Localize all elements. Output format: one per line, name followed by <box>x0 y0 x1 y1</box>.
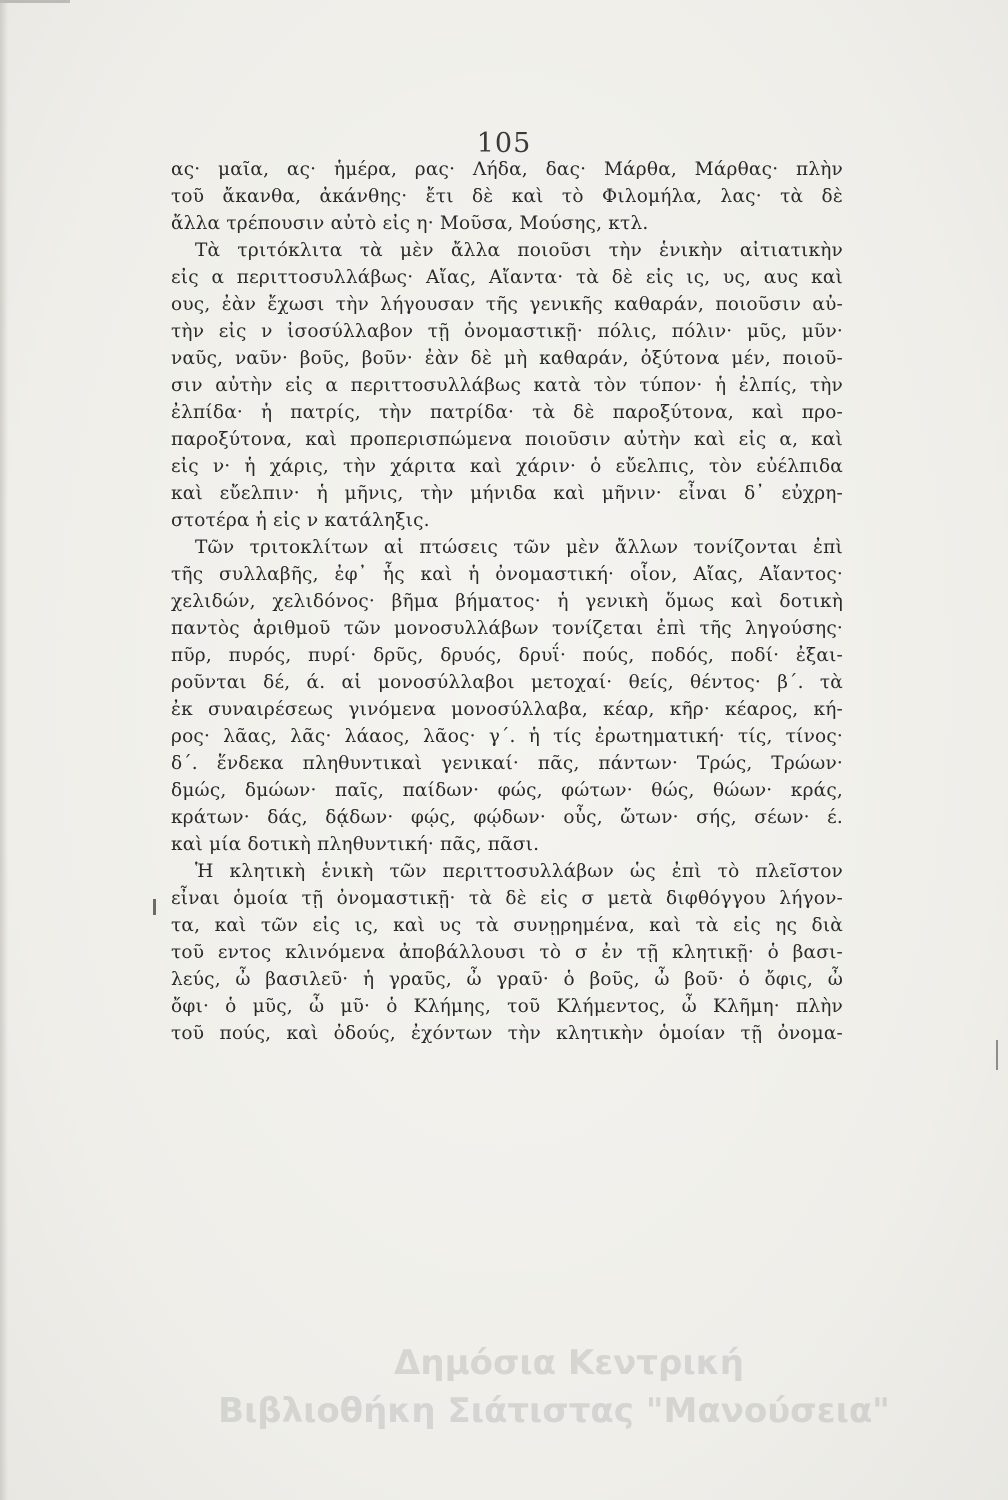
text-line: εἶναι ὁμοία τῇ ὀνομαστικῇ· τὰ δὲ εἰς σ μετὰ διφθόγγου λήγον- <box>171 888 843 909</box>
library-watermark-line-1: Δημόσια Κεντρική <box>394 1343 744 1383</box>
text-line: ας· μαῖα, ας· ἡμέρα, ρας· Λήδα, δας· Μάρθα, Μάρθας· πλὴν <box>171 159 843 180</box>
text-line: ναῦς, ναῦν· βοῦς, βοῦν· ἐὰν δὲ μὴ καθαράν, ὀξύτονα μέν, ποιοῦ- <box>171 348 843 369</box>
text-line: παροξύτονα, καὶ προπερισπώμενα ποιοῦσιν αὐτὴν καὶ εἰς α, καὶ <box>171 429 843 450</box>
margin-mark-right <box>996 1040 998 1070</box>
text-line: παντὸς ἀριθμοῦ τῶν μονοσυλλάβων τονίζεται ἐπὶ τῆς ληγούσης· <box>171 618 843 639</box>
page-top-edge-mark <box>0 0 70 3</box>
text-line: σιν αὐτὴν εἰς α περιττοσυλλάβως κατὰ τὸν τύπον· ἡ ἐλπίς, τὴν <box>171 375 843 396</box>
text-line: εἰς α περιττοσυλλάβως· Αἴας, Αἴαντα· τὰ δὲ εἰς ις, υς, αυς καὶ <box>171 267 843 288</box>
text-line: Τὰ τριτόκλιτα τὰ μὲν ἄλλα ποιοῦσι τὴν ἑνικὴν αἰτιατικὴν <box>195 240 843 261</box>
text-line: λεύς, ὦ βασιλεῦ· ἡ γραῦς, ὦ γραῦ· ὁ βοῦς, ὦ βοῦ· ὁ ὄφις, ὦ <box>171 969 843 990</box>
text-line: ους, ἐὰν ἔχωσι τὴν λήγουσαν τῆς γενικῆς καθαράν, ποιοῦσιν αὐ- <box>171 294 843 315</box>
text-line: ἐκ συναιρέσεως γινόμενα μονοσύλλαβα, κέαρ, κῆρ· κέαρος, κή- <box>171 699 843 720</box>
text-line: δμώς, δμώων· παῖς, παίδων· φώς, φώτων· θώς, θώων· κράς, <box>171 780 843 801</box>
text-line: τα, καὶ τῶν εἰς ις, καὶ υς τὰ συνῃρημένα, καὶ τὰ εἰς ης διὰ <box>171 915 843 936</box>
text-line: ἐλπίδα· ἡ πατρίς, τὴν πατρίδα· τὰ δὲ παροξύτονα, καὶ προ- <box>171 402 843 423</box>
text-line: τοῦ ἄκανθα, ἀκάνθης· ἔτι δὲ καὶ τὸ Φιλομήλα, λας· τὰ δὲ <box>171 186 843 207</box>
text-line: τοῦ πούς, καὶ ὀδούς, ἐχόντων τὴν κλητικὴν ὁμοίαν τῇ ὀνομα- <box>171 1023 843 1044</box>
text-line: τὴν εἰς ν ἰσοσύλλαβον τῇ ὀνομαστικῇ· πόλις, πόλιν· μῦς, μῦν· <box>171 321 843 342</box>
page-left-edge-shadow <box>0 0 8 1500</box>
text-line: κράτων· δάς, δᾴδων· φῴς, φῴδων· οὖς, ὤτων· σής, σέων· έ. <box>171 807 843 828</box>
text-line: στοτέρα ἡ εἰς ν κατάληξις. <box>171 510 430 531</box>
text-line: χελιδών, χελιδόνος· βῆμα βήματος· ἡ γενικὴ ὅμως καὶ δοτικὴ <box>171 591 843 612</box>
text-line: ἄλλα τρέπουσιν αὐτὸ εἰς η· Μοῦσα, Μούσης, κτλ. <box>171 213 649 234</box>
text-line: ρος· λᾶας, λᾶς· λάαος, λᾶος· γ΄. ἡ τίς ἐρωτηματική· τίς, τίνος· <box>171 726 843 747</box>
text-line: δ΄. ἕνδεκα πληθυντικαὶ γενικαί· πᾶς, πάντων· Τρώς, Τρώων· <box>171 753 843 774</box>
text-line: ὄφι· ὁ μῦς, ὦ μῦ· ὁ Κλήμης, τοῦ Κλήμεντος, ὦ Κλῆμη· πλὴν <box>171 996 843 1017</box>
page-number: 105 <box>476 128 532 159</box>
margin-mark-left <box>153 899 156 915</box>
text-line: Τῶν τριτοκλίτων αἱ πτώσεις τῶν μὲν ἄλλων τονίζονται ἐπὶ <box>195 537 843 558</box>
text-line: καὶ μία δοτικὴ πληθυντική· πᾶς, πᾶσι. <box>171 834 540 855</box>
library-watermark-line-2: Βιβλιοθήκη Σιάτιστας "Μανούσεια" <box>218 1391 890 1431</box>
text-line: πῦρ, πυρός, πυρί· δρῦς, δρυός, δρυΐ· πούς, ποδός, ποδί· ἐξαι- <box>171 645 843 666</box>
body-text <box>171 156 843 1047</box>
text-line: τοῦ εντος κλινόμενα ἀποβάλλουσι τὸ σ ἐν τῇ κλητικῇ· ὁ βασι- <box>171 942 843 963</box>
text-line: καὶ εὔελπιν· ἡ μῆνις, τὴν μήνιδα καὶ μῆνιν· εἶναι δ᾿ εὐχρη- <box>171 483 843 504</box>
text-line: Ἡ κλητικὴ ἑνικὴ τῶν περιττοσυλλάβων ὡς ἐπὶ τὸ πλεῖστον <box>195 861 843 882</box>
text-line: εἰς ν· ἡ χάρις, τὴν χάριτα καὶ χάριν· ὁ εὔελπις, τὸν εὐέλπιδα <box>171 456 843 477</box>
text-line: τῆς συλλαβῆς, ἐφ᾿ ἧς καὶ ἡ ὀνομαστική· οἷον, Αἴας, Αἴαντος· <box>171 564 843 585</box>
text-line: ροῦνται δέ, ά. αἱ μονοσύλλαβοι μετοχαί· θείς, θέντος· β΄. τὰ <box>171 672 843 693</box>
